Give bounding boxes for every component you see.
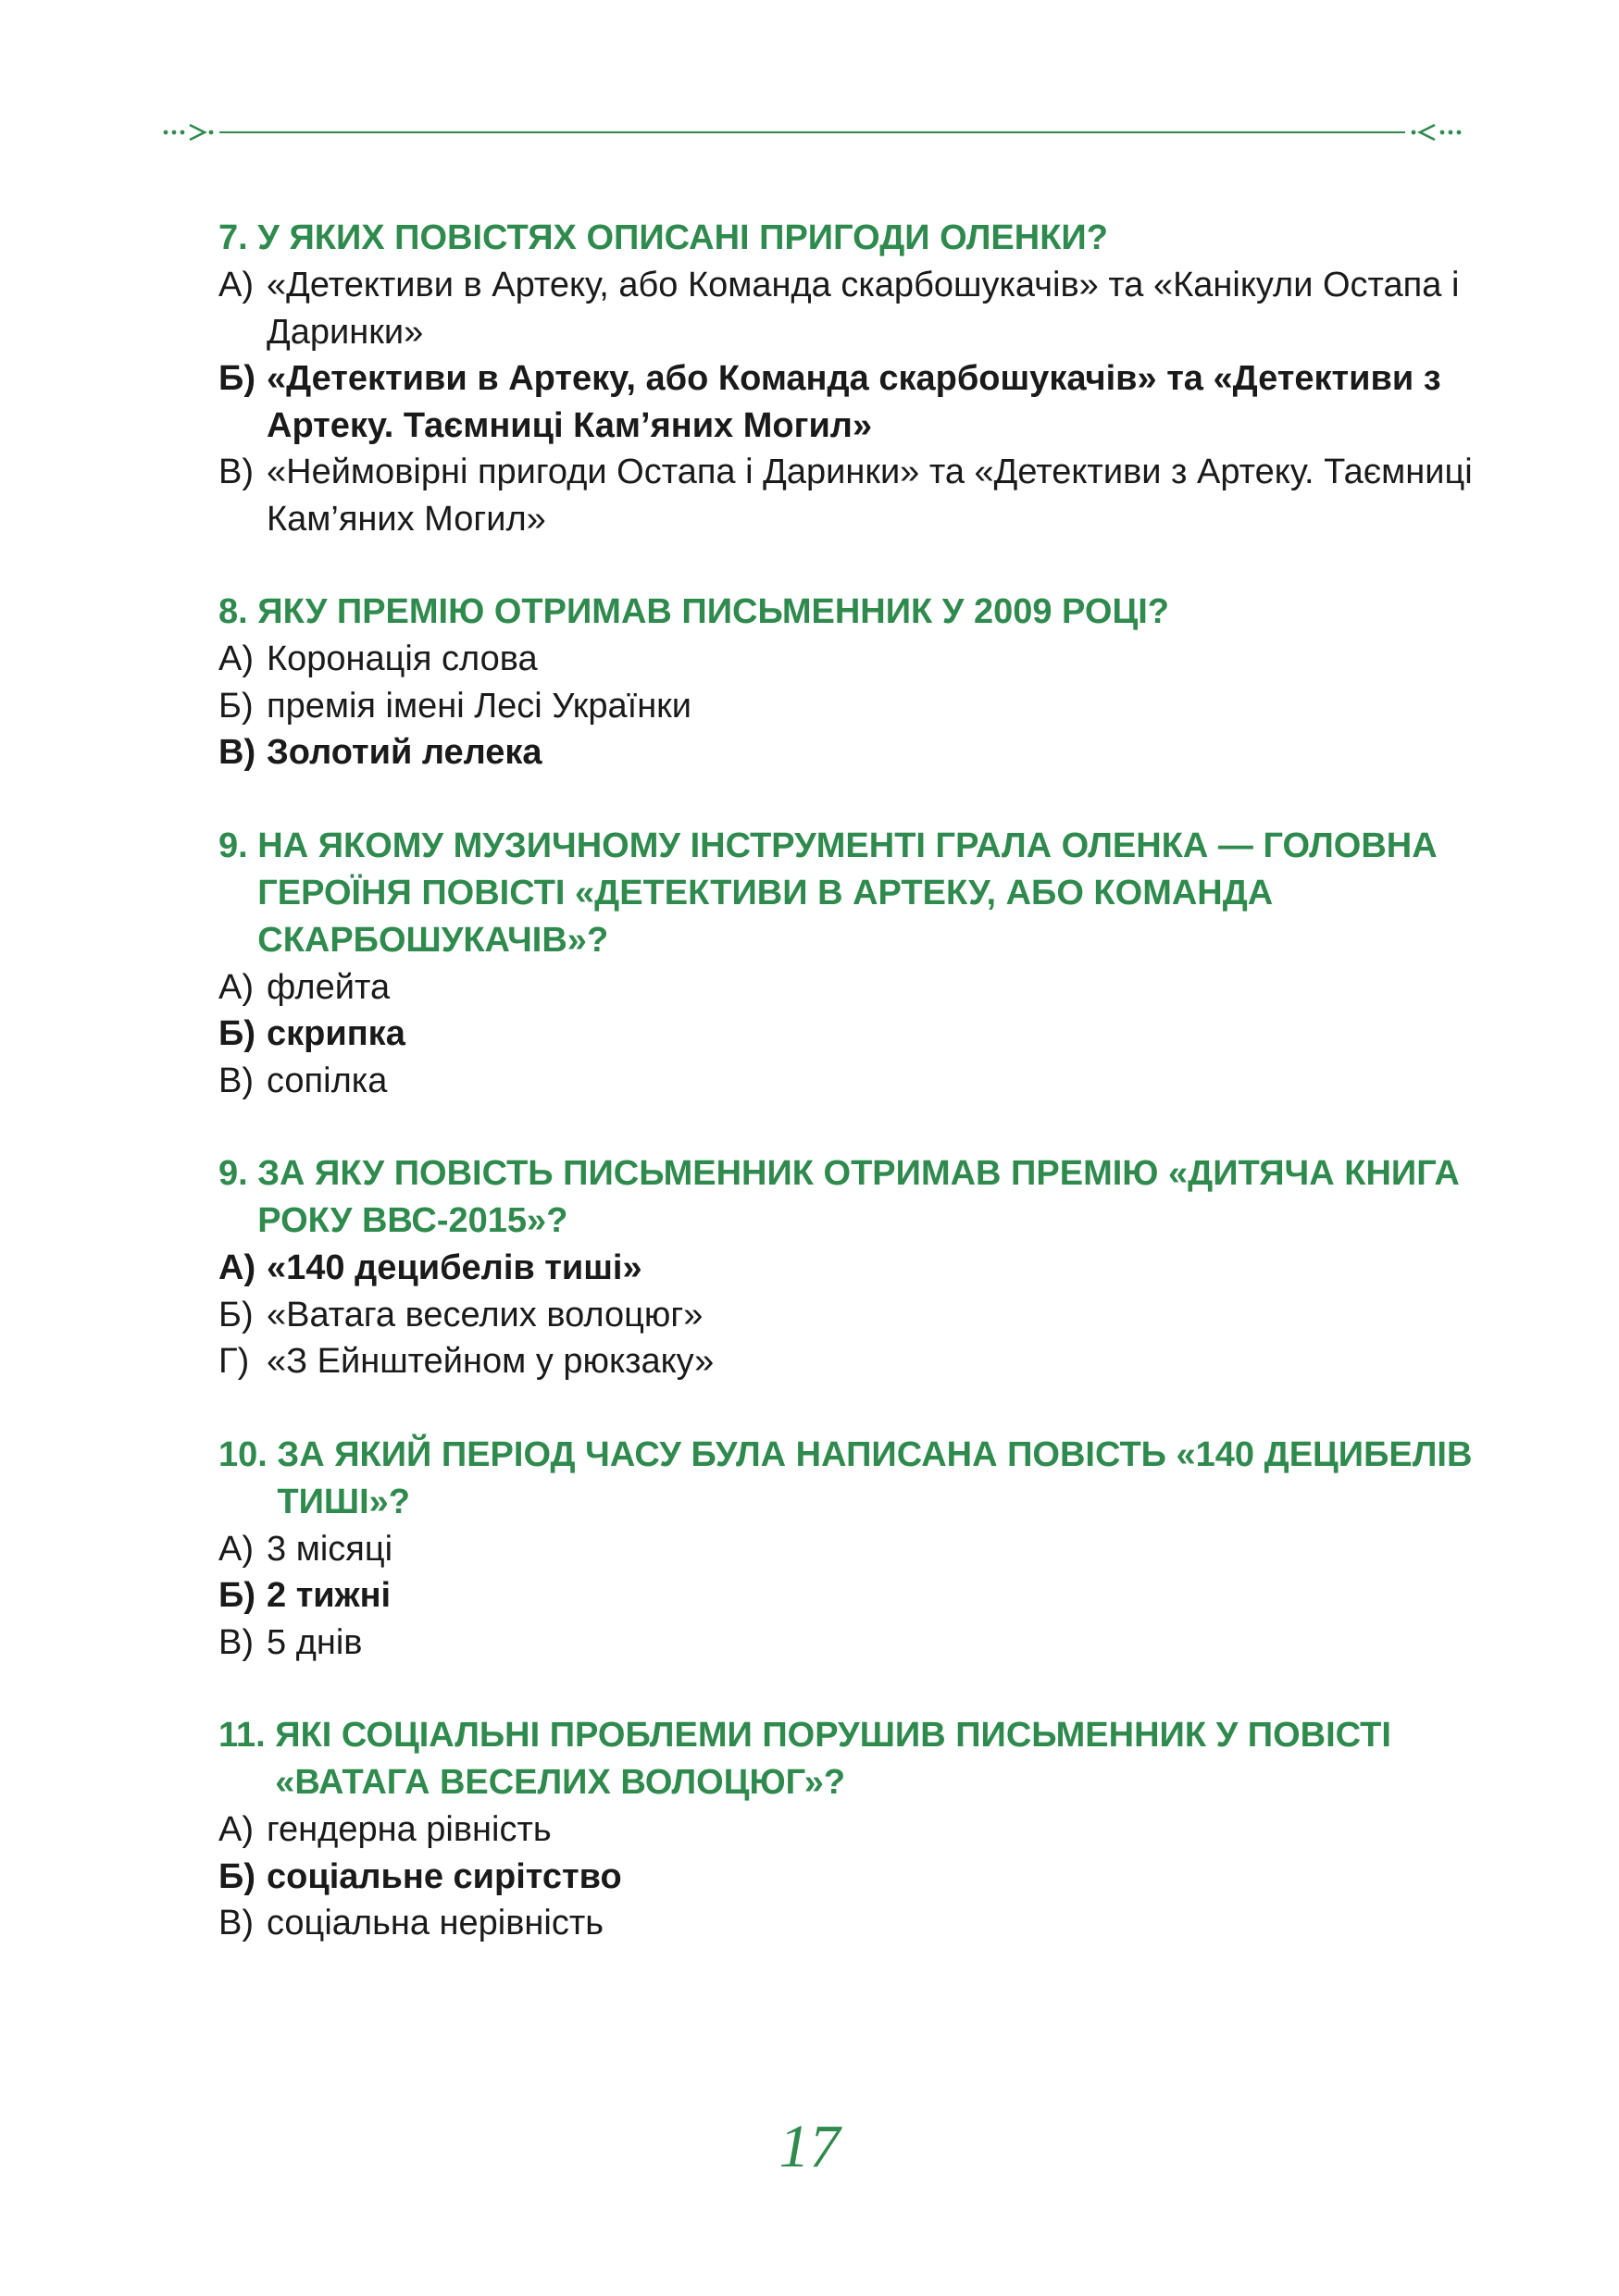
question-title: [218, 589, 1496, 636]
answer-letter: А): [218, 1529, 254, 1569]
answer-letter: В): [218, 1904, 254, 1942]
answer-option: [218, 1338, 1496, 1385]
answer-text: гендерна рівність: [267, 1810, 552, 1849]
question-number: 11.: [218, 1716, 276, 1755]
answer-text: 5 днів: [267, 1622, 363, 1662]
answer-letter: А): [218, 967, 254, 1007]
answer-text: соціальне сирітство: [267, 1856, 622, 1896]
answer-option: [218, 636, 1496, 683]
answer-letter: Б): [218, 1856, 255, 1896]
question-text: ЯКУ ПРЕМІЮ ОТРИМАВ ПИСЬМЕННИК У 2009 РОЦІ?: [257, 592, 1169, 631]
question-block: [218, 1712, 1496, 1947]
answer-option: [218, 1058, 1496, 1105]
answer-text: премія імені Лесі Українки: [267, 686, 692, 726]
answer-letter: В): [218, 1622, 254, 1662]
question-block: [218, 823, 1496, 1105]
question-number: 8.: [218, 592, 258, 631]
answer-letter: А): [218, 266, 254, 304]
page-number: 17: [778, 2113, 841, 2180]
question-number: 9.: [218, 825, 258, 865]
question-block: [218, 1150, 1496, 1385]
answer-option: [218, 683, 1496, 730]
question-title: [218, 1432, 1496, 1526]
answer-text: соціальна нерівність: [267, 1904, 604, 1942]
question-text: ЗА ЯКУ ПОВІСТЬ ПИСЬМЕННИК ОТРИМАВ ПРЕМІЮ «ДИТЯЧА КНИГА РОКУ ВВС-2015»?: [257, 1154, 1460, 1240]
question-block: [218, 215, 1496, 542]
answer-letter: А): [218, 639, 254, 678]
answer-option: [218, 1620, 1496, 1667]
answer-text: «З Ейнштейном у рюкзаку»: [267, 1342, 715, 1381]
decorative-header-rule: [162, 118, 1463, 146]
answer-text: «140 децибелів тиші»: [267, 1248, 642, 1287]
question-text: ЯКІ СОЦІАЛЬНІ ПРОБЛЕМИ ПОРУШИВ ПИСЬМЕННИК У ПОВІСТІ «ВАТАГА ВЕСЕЛИХ ВОЛОЦЮГ»?: [275, 1716, 1391, 1802]
answer-letter: Б): [218, 359, 255, 398]
question-title: [218, 823, 1496, 964]
answer-text: Коронація слова: [267, 639, 538, 678]
question-number: 10.: [218, 1434, 278, 1474]
answer-letter: А): [218, 1248, 256, 1287]
question-block: [218, 1432, 1496, 1667]
answer-text: скрипка: [267, 1014, 405, 1053]
answer-option-correct: [218, 1245, 1496, 1292]
question-title: [218, 215, 1496, 262]
question-text: У ЯКИХ ПОВІСТЯХ ОПИСАНІ ПРИГОДИ ОЛЕНКИ?: [257, 218, 1108, 257]
answer-letter: Г): [218, 1342, 250, 1381]
answer-letter: Б): [218, 1014, 255, 1053]
answer-letter: В): [218, 733, 256, 772]
answer-text: «Детективи в Артеку, або Команда скарбошукачів» та «Детективи з Артеку. Таємниці Кам’яних Могил»: [267, 359, 1441, 445]
answer-option: [218, 1806, 1496, 1854]
question-number: 7.: [218, 218, 258, 257]
question-block: [218, 589, 1496, 776]
answer-letter: В): [218, 453, 254, 491]
answer-text: флейта: [267, 967, 391, 1007]
question-text: ЗА ЯКИЙ ПЕРІОД ЧАСУ БУЛА НАПИСАНА ПОВІСТЬ «140 ДЕЦИБЕЛІВ ТИШІ»?: [277, 1434, 1473, 1521]
answer-option-correct: [218, 729, 1496, 776]
answer-text: «Ватага веселих волоцюг»: [267, 1295, 704, 1334]
question-text: НА ЯКОМУ МУЗИЧНОМУ ІНСТРУМЕНТІ ГРАЛА ОЛЕНКА — ГОЛОВНА ГЕРОЇНЯ ПОВІСТІ «ДЕТЕКТИВИ В АРТЕКУ, АБО КОМАНДА СКАРБОШУКАЧІВ»?: [257, 825, 1438, 960]
answer-option-correct: [218, 1572, 1496, 1620]
answer-text: 2 тижні: [267, 1576, 392, 1615]
answer-option: [218, 1900, 1496, 1947]
answer-option: [218, 1292, 1496, 1339]
answer-letter: А): [218, 1810, 254, 1849]
answer-text: Золотий лелека: [267, 733, 542, 772]
answer-option: [218, 964, 1496, 1011]
answer-letter: Б): [218, 1295, 254, 1334]
answer-option: [218, 1526, 1496, 1573]
question-title: [218, 1150, 1496, 1245]
question-title: [218, 1712, 1496, 1806]
answer-text: «Неймовірні пригоди Остапа і Даринки» та «Детективи з Артеку. Таємниці Кам’яних Могил»: [267, 453, 1473, 539]
answer-text: 3 місяці: [267, 1529, 393, 1569]
answer-option: [218, 449, 1496, 542]
question-number: 9.: [218, 1154, 258, 1193]
answer-letter: Б): [218, 1576, 255, 1615]
answer-option-correct: [218, 1854, 1496, 1901]
answer-letter: В): [218, 1061, 254, 1100]
answer-option: [218, 262, 1496, 355]
answer-text: «Детективи в Артеку, або Команда скарбошукачів» та «Канікули Остапа і Даринки»: [267, 266, 1460, 352]
quiz-content: [218, 215, 1496, 1993]
answer-option-correct: [218, 355, 1496, 449]
answer-option-correct: [218, 1011, 1496, 1058]
answer-letter: Б): [218, 686, 254, 726]
answer-text: сопілка: [267, 1061, 388, 1100]
